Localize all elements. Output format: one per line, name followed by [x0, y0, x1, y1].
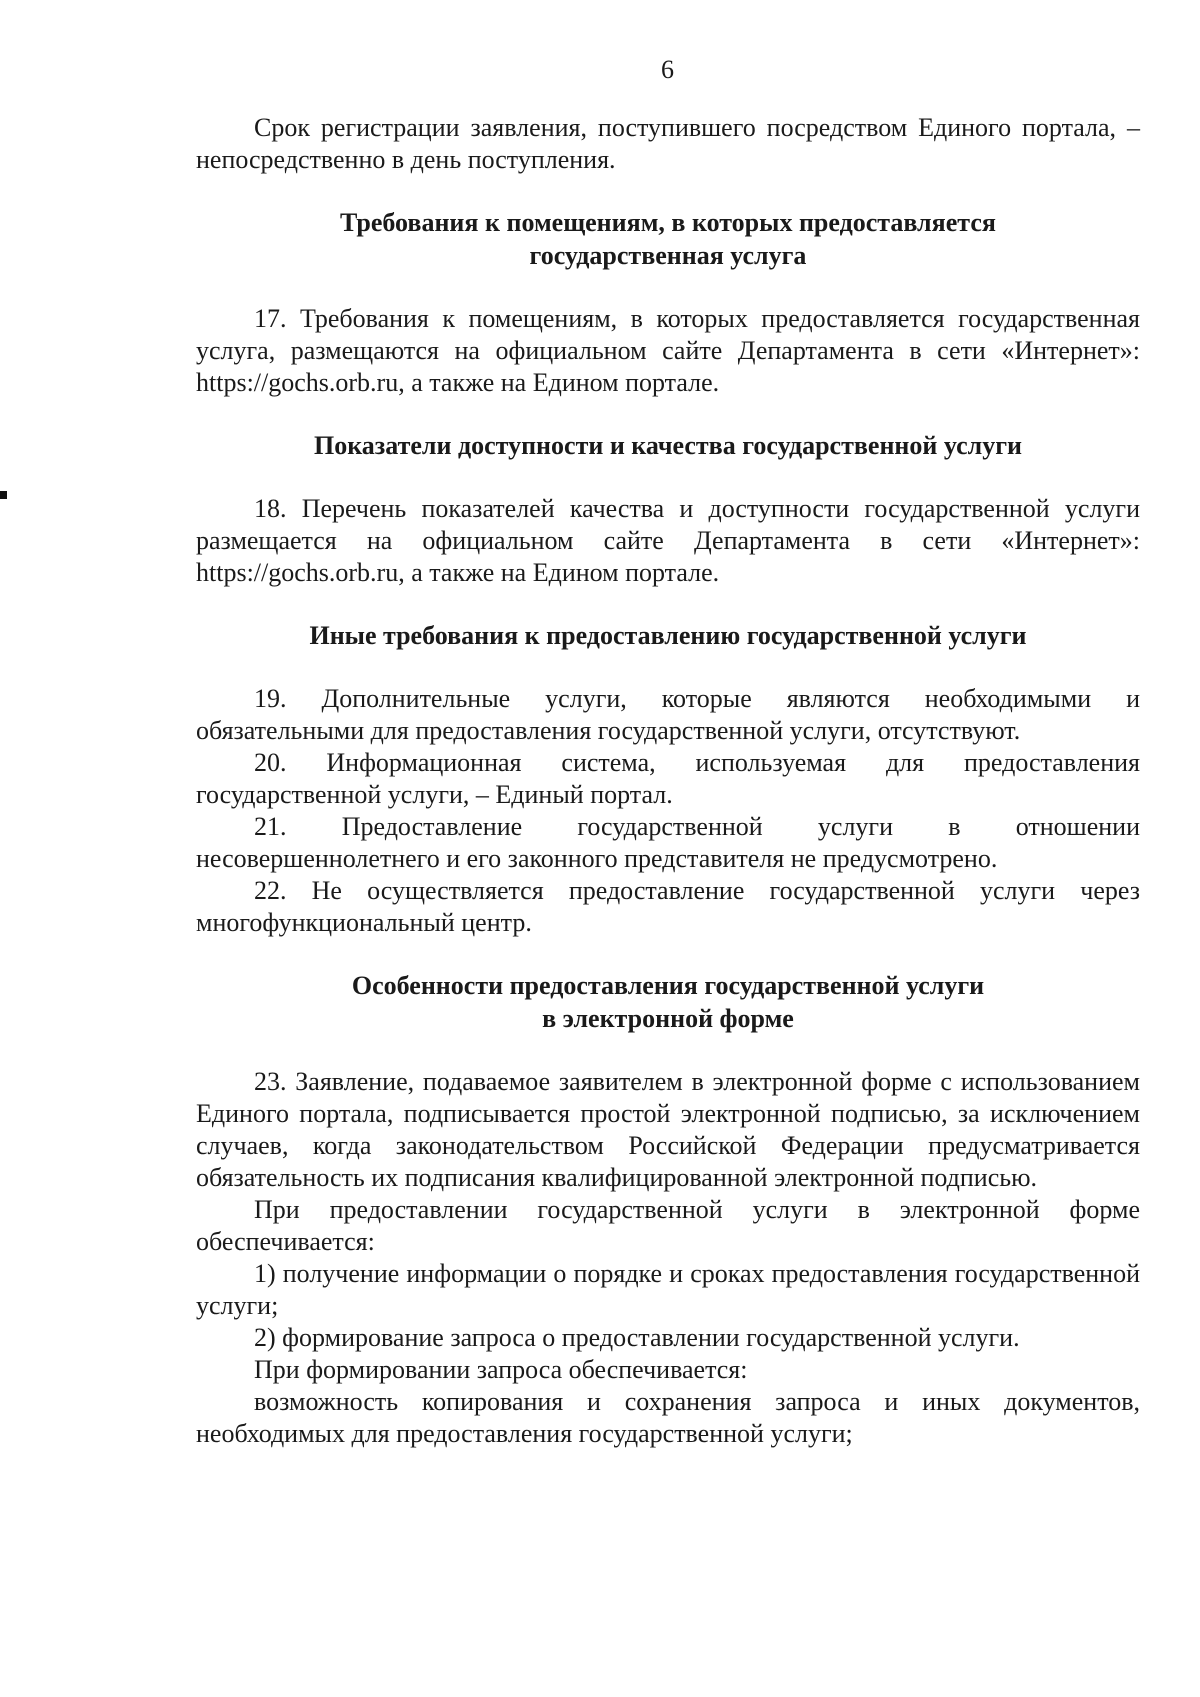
section-heading-premises — [196, 206, 1140, 272]
scan-edge-mark — [0, 491, 7, 499]
document-body — [196, 112, 1140, 1450]
paragraph-23: 23. Заявление, подаваемое заявителем в электронной форме с использованием Единого портала, подписывается простой электронной подписью, за исключением случаев, когда законодательством Российской Федерации предусматривается обязательность их подписания квалифицированной электронной подписью. — [196, 1067, 1140, 1192]
list-item-2: 2) формирование запроса о предоставлении государственной услуги. — [254, 1323, 1020, 1352]
section-heading-quality-indicators — [196, 429, 1140, 462]
heading-line: Иные требования к предоставлению государственной услуги — [309, 621, 1027, 650]
heading-line: Особенности предоставления государственной услуги — [351, 971, 985, 1000]
intro-paragraph: Срок регистрации заявления, поступившего посредством Единого портала, – непосредственно в день поступления. — [196, 113, 1140, 174]
paragraph-19: 19. Дополнительные услуги, которые являются необходимыми и обязательными для предоставления государственной услуги, отсутствуют. — [196, 684, 1140, 745]
paragraph-22: 22. Не осуществляется предоставление государственной услуги через многофункциональный центр. — [196, 876, 1140, 937]
page-number: 6 — [661, 55, 674, 84]
list-item-1: 1) получение информации о порядке и сроках предоставления государственной услуги; — [196, 1259, 1140, 1320]
paragraph-18: 18. Перечень показателей качества и доступности государственной услуги размещается на официальном сайте Департамента в сети «Интернет»: https://gochs.orb.ru, а также на Едином портале. — [196, 494, 1140, 587]
heading-line: Показатели доступности и качества государственной услуги — [313, 431, 1023, 460]
paragraph-21: 21. Предоставление государственной услуги в отношении несовершеннолетнего и его законного представителя не предусмотрено. — [196, 812, 1140, 873]
section-heading-other-requirements — [196, 619, 1140, 652]
paragraph-17: 17. Требования к помещениям, в которых предоставляется государственная услуга, размещаются на официальном сайте Департамента в сети «Интернет»: https://gochs.orb.ru, а также на Едином портале. — [196, 304, 1140, 397]
heading-line: государственная услуга — [529, 241, 807, 270]
heading-line: в электронной форме — [542, 1004, 794, 1033]
heading-line: Требования к помещениям, в которых предоставляется — [340, 208, 996, 237]
paragraph-20: 20. Информационная система, используемая для предоставления государственной услуги, – Единый портал. — [196, 748, 1140, 809]
paragraph-copy-save: возможность копирования и сохранения запроса и иных документов, необходимых для предоставления государственной услуги; — [196, 1387, 1140, 1448]
paragraph-electronic-provision: При предоставлении государственной услуги в электронной форме обеспечивается: — [196, 1195, 1140, 1256]
paragraph-request-formation: При формировании запроса обеспечивается: — [254, 1355, 748, 1384]
section-heading-electronic-form — [196, 969, 1140, 1035]
